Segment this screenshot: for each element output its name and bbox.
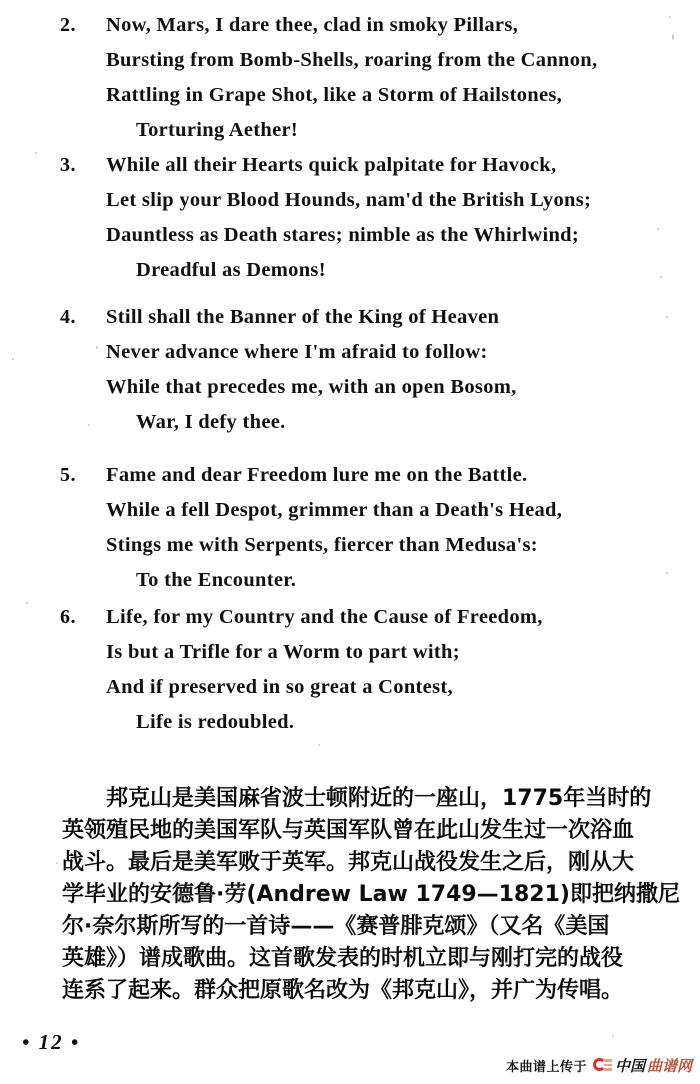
poem-line-row: [0, 711, 700, 746]
poem-line-text: And if preserved in so great a Contest,: [106, 676, 453, 698]
poem-line-row: [0, 154, 700, 189]
stanza-number-spacer: [0, 49, 106, 72]
stanza-number-spacer: [0, 376, 106, 399]
poem-line-row: [0, 119, 700, 154]
poem-line-row: [0, 306, 700, 341]
poem-line-text: To the Encounter.: [136, 569, 297, 591]
stanza-number-spacer: [0, 224, 106, 247]
scan-speckle: [666, 316, 668, 318]
poem-line-row: [0, 569, 700, 604]
scan-speckle: [56, 862, 58, 864]
poem-stanza: [0, 606, 700, 746]
page-number: • 12 •: [22, 1030, 81, 1054]
poem-line-row: [0, 499, 700, 534]
chinese-commentary-paragraph: [62, 783, 680, 1007]
stanza-number-spacer: [0, 499, 106, 522]
commentary-line: 连系了起来。群众把原歌名改为《邦克山》，并广为传唱。: [62, 978, 624, 1003]
stanza-number-spacer: [0, 189, 106, 212]
scan-speckle: [657, 228, 659, 230]
poem-line-row: [0, 676, 700, 711]
watermark-logo-dark-text: 中国: [614, 1056, 645, 1075]
scan-speckle: [88, 424, 90, 426]
poem-line-text: Now, Mars, I dare thee, clad in smoky Pillars,: [106, 14, 519, 36]
stanza-number: 2.: [60, 14, 76, 36]
poem-line-row: [0, 84, 700, 119]
chinese-score-site-logo: [593, 1055, 692, 1076]
poem-stanza: [0, 464, 700, 604]
poem-stanza: [0, 14, 700, 154]
poem-line-text: Never advance where I'm afraid to follow:: [106, 341, 488, 363]
poem-line-text: Life is redoubled.: [136, 711, 295, 733]
commentary-line: 尔·奈尔斯所写的一首诗——《赛普腓克颂》（又名《美国: [62, 914, 610, 939]
poem-line-text: Dreadful as Demons!: [136, 259, 326, 281]
poem-line-row: [0, 14, 700, 49]
poem-line-row: [0, 49, 700, 84]
stanza-number-spacer: [0, 341, 106, 364]
poem-line-text: War, I defy thee.: [136, 411, 286, 433]
poem-line-row: [0, 376, 700, 411]
poem-line-row: [0, 411, 700, 446]
poem-line-row: [0, 641, 700, 676]
scan-speckle: [669, 16, 671, 18]
poem-line-text: Fame and dear Freedom lure me on the Battle.: [106, 464, 528, 486]
poem-line-text: Still shall the Banner of the King of Heaven: [106, 306, 500, 328]
poem-line-text: While a fell Despot, grimmer than a Death's Head,: [106, 499, 563, 521]
scan-speckle: [318, 744, 320, 746]
site-watermark: [506, 1054, 692, 1076]
stanza-number-spacer: [0, 534, 106, 557]
scan-speckle: [26, 602, 28, 604]
poem-line-row: [0, 259, 700, 294]
commentary-line: 英雄》）谱成歌曲。这首歌发表的时机立即与刚打完的战役: [62, 946, 624, 971]
poem-line-text: While all their Hearts quick palpitate for Havock,: [106, 154, 557, 176]
stanza-number-spacer: [0, 676, 106, 699]
watermark-logo-red-text: 曲谱网: [646, 1056, 692, 1075]
poem-line-row: [0, 464, 700, 499]
poem-line-text: Bursting from Bomb-Shells, roaring from the Cannon,: [106, 49, 598, 71]
scan-speckle: [660, 276, 662, 278]
watermark-prefix-text: 本曲谱上传于: [505, 1059, 587, 1075]
stanza-number: 4.: [60, 306, 76, 328]
stanza-number: 3.: [60, 154, 76, 176]
poem-line-text: Rattling in Grape Shot, like a Storm of Hailstones,: [106, 84, 563, 106]
stanza-number-spacer: [0, 411, 106, 434]
stanza-number-spacer: [0, 84, 106, 107]
scan-speckle: [666, 572, 668, 574]
poem-line-text: Torturing Aether!: [136, 119, 299, 141]
stanza-number-spacer: [0, 569, 106, 592]
poem-line-text: Let slip your Blood Hounds, nam'd the British Lyons;: [106, 189, 592, 211]
stanza-number-spacer: [0, 259, 106, 282]
poem-line-text: While that precedes me, with an open Bosom,: [106, 376, 517, 398]
poem-line-row: [0, 189, 700, 224]
scan-speckle: [12, 358, 14, 360]
poem-line-row: [0, 224, 700, 259]
poem-line-row: [0, 534, 700, 569]
poem-line-row: [0, 606, 700, 641]
commentary-line: 邦克山是美国麻省波士顿附近的一座山，1775年当时的: [62, 786, 652, 811]
commentary-line: 学毕业的安德鲁·劳(Andrew Law 1749—1821)即把纳撒尼: [62, 882, 680, 907]
logo-c-book-icon: [593, 1057, 613, 1073]
poem-line-text: Life, for my Country and the Cause of Freedom,: [106, 606, 543, 628]
commentary-line: 英领殖民地的美国军队与英国军队曾在此山发生过一次浴血: [62, 818, 635, 843]
poem-line-text: Stings me with Serpents, fiercer than Medusa's:: [106, 534, 538, 556]
poem-line-text: Dauntless as Death stares; nimble as the Whirlwind;: [106, 224, 579, 246]
stanza-number-spacer: [0, 119, 106, 142]
stanza-number-spacer: [0, 711, 106, 734]
stanza-number: 6.: [60, 606, 76, 628]
scan-speckle: [35, 152, 37, 154]
commentary-line: 战斗。最后是美军败于英军。邦克山战役发生之后，刚从大: [62, 850, 635, 875]
poem-line-text: Is but a Trifle for a Worm to part with;: [106, 641, 460, 663]
scan-speckle: [612, 1035, 614, 1037]
poem-stanza: [0, 154, 700, 294]
poem-line-row: [0, 341, 700, 376]
stanza-number-spacer: [0, 641, 106, 664]
scan-speckle: [672, 34, 674, 40]
scan-speckle: [96, 346, 98, 349]
poem-stanza: [0, 306, 700, 446]
stanza-number: 5.: [60, 464, 76, 486]
